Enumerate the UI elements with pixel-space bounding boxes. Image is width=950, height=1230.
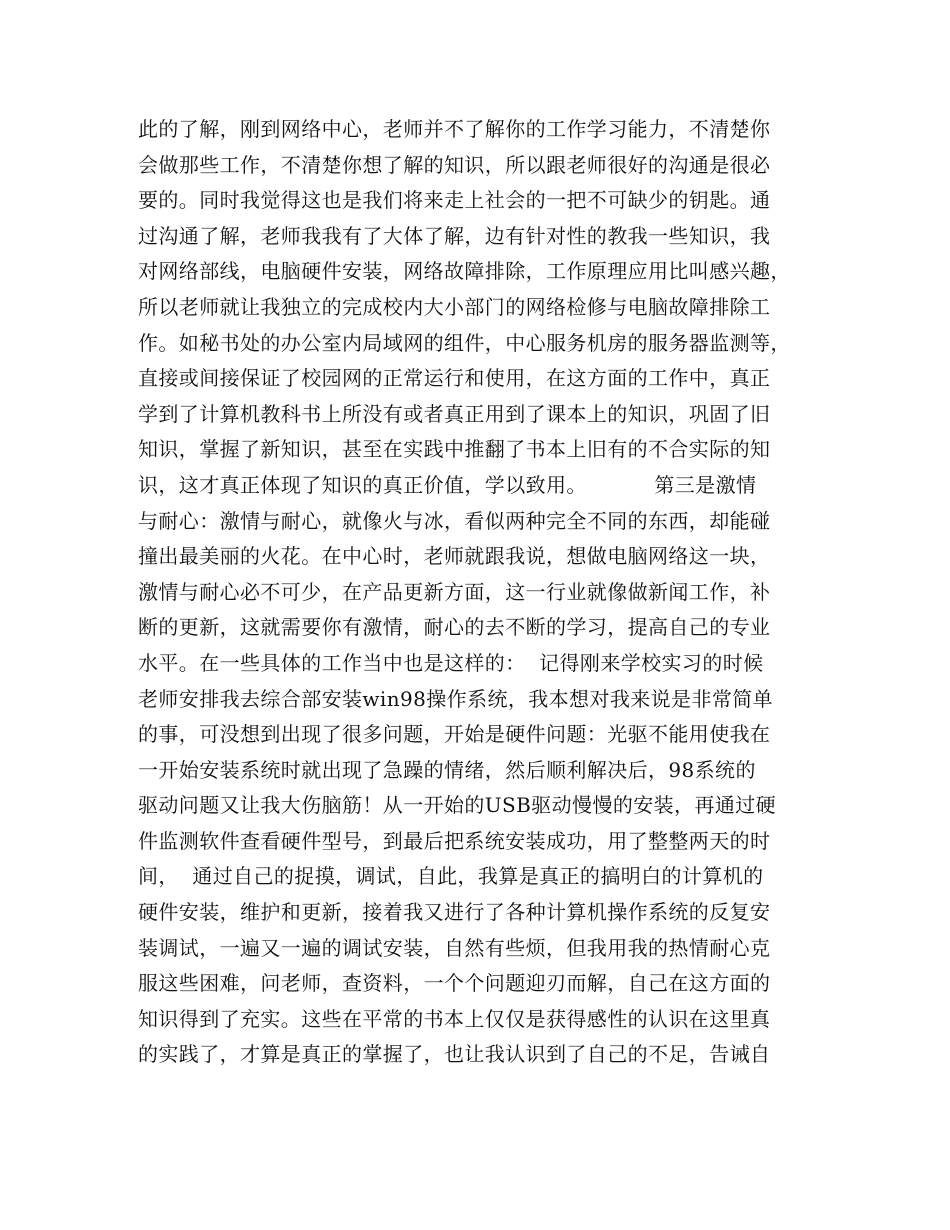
text-line: 撞出最美丽的火花。在中心时，老师就跟我说，想做电脑网络这一块，	[138, 544, 771, 569]
text-line: 老师安排我去综合部安装win98操作系统，我本想对我来说是非常简单	[138, 686, 774, 711]
text-line: 件监测软件查看硬件型号，到最后把系统安装成功，用了整整两天的时	[138, 828, 771, 853]
text-line: 所以老师就让我独立的完成校内大小部门的网络检修与电脑故障排除工	[138, 294, 771, 319]
text-line: 驱动问题又让我大伤脑筋！从一开始的USB驱动慢慢的安装，再通过硬	[138, 793, 777, 818]
text-line: 的事，可没想到出现了很多问题，开始是硬件问题：光驱不能用使我在	[138, 722, 771, 747]
text-line: 直接或间接保证了校园网的正常运行和使用，在这方面的工作中，真正	[138, 366, 771, 391]
text-line: 一开始安装系统时就出现了急躁的情绪，然后顺利解决后，98系统的	[138, 757, 756, 782]
text-line: 过沟通了解，老师我我有了大体了解，边有针对性的教我一些知识，我	[138, 223, 771, 248]
text-line: 激情与耐心必不可少，在产品更新方面，这一行业就像做新闻工作，补	[138, 579, 771, 604]
text-line: 作。如秘书处的办公室内局域网的组件，中心服务机房的服务器监测等，	[138, 330, 791, 355]
text-line: 会做那些工作，不清楚你想了解的知识，所以跟老师很好的沟通是很必	[138, 152, 771, 177]
text-line: 知识，掌握了新知识，甚至在实践中推翻了书本上旧有的不合实际的知	[138, 437, 771, 462]
text-line: 与耐心：激情与耐心，就像火与冰，看似两种完全不同的东西，却能碰	[138, 508, 771, 533]
text-line: 识，这才真正体现了知识的真正价值，学以致用。 第三是激情	[138, 472, 757, 497]
text-line: 要的。同时我觉得这也是我们将来走上社会的一把不可缺少的钥匙。通	[138, 188, 771, 213]
text-line: 硬件安装，维护和更新，接着我又进行了各种计算机操作系统的反复安	[138, 900, 771, 925]
text-line: 间， 通过自己的捉摸，调试，自此，我算是真正的搞明白的计算机的	[138, 864, 764, 889]
text-line: 的实践了，才算是真正的掌握了，也让我认识到了自己的不足，告诫自	[138, 1042, 771, 1067]
text-line: 装调试，一遍又一遍的调试安装，自然有些烦，但我用我的热情耐心克	[138, 935, 771, 960]
body-text	[138, 112, 838, 1073]
text-line: 知识得到了充实。这些在平常的书本上仅仅是获得感性的认识在这里真	[138, 1006, 771, 1031]
text-line: 水平。在一些具体的工作当中也是这样的： 记得刚来学校实习的时候	[138, 650, 764, 675]
text-line: 学到了计算机教科书上所没有或者真正用到了课本上的知识，巩固了旧	[138, 401, 771, 426]
text-line: 对网络部线，电脑硬件安装，网络故障排除，工作原理应用比叫感兴趣，	[138, 259, 791, 284]
text-line: 此的了解，刚到网络中心，老师并不了解你的工作学习能力，不清楚你	[138, 117, 771, 141]
text-line: 服这些困难，问老师，查资料，一个个问题迎刃而解，自己在这方面的	[138, 971, 771, 996]
text-line: 断的更新，这就需要你有激情，耐心的去不断的学习，提高自己的专业	[138, 615, 771, 640]
